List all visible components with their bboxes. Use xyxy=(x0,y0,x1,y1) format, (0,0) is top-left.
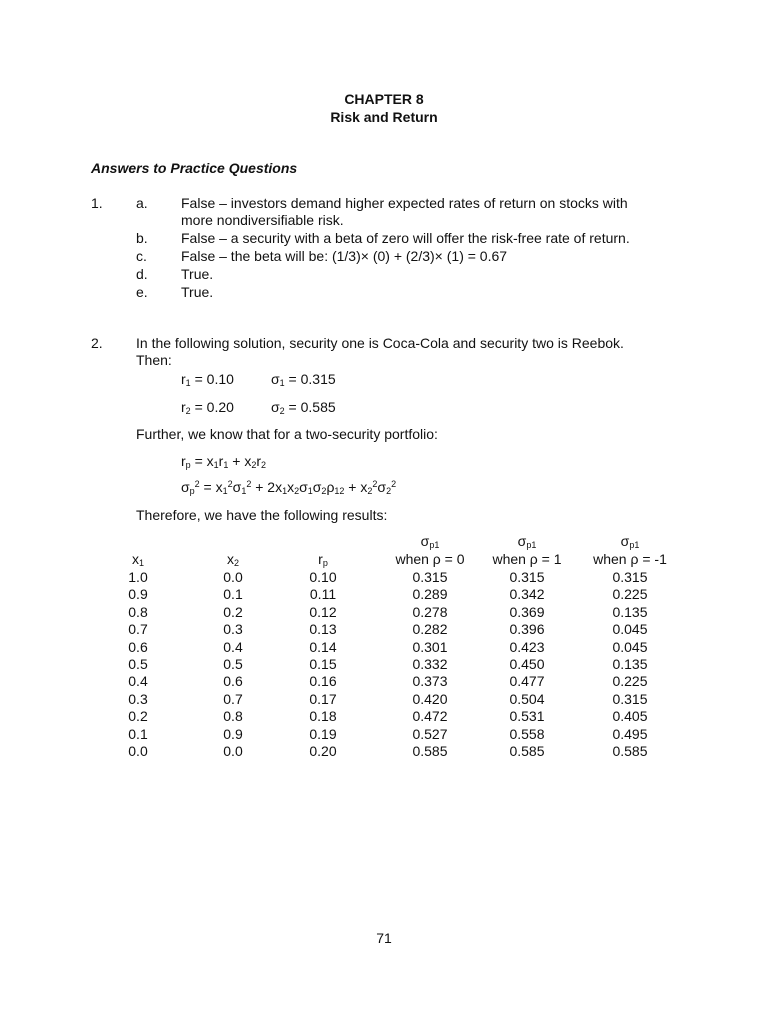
table-cell: 0.4 xyxy=(223,638,243,655)
table-cell: 1.0 xyxy=(128,569,148,585)
table-header-cell: $\sigma_{p1}$ xyxy=(620,533,640,550)
table-cell: 0.13 xyxy=(309,621,337,638)
table-cell: 0.282 xyxy=(412,621,448,638)
table-cell: 0.3 xyxy=(128,690,148,707)
table-cell: 0.19 xyxy=(309,725,337,742)
table-cell: 0.531 xyxy=(509,708,545,725)
sigma2-equation: $\sigma_2 = 0.585$ xyxy=(271,399,336,416)
table-header-cell: when ρ = 1 xyxy=(492,551,562,567)
table-cell: 0.585 xyxy=(612,743,648,759)
table-header-cell: when ρ = 0 xyxy=(395,551,465,567)
table-cell: 0.527 xyxy=(412,725,448,742)
table-cell: 0.8 xyxy=(223,708,243,725)
table-cell: 0.045 xyxy=(612,621,648,638)
table-cell: 0.472 xyxy=(412,708,448,725)
table-cell: 0.315 xyxy=(412,569,448,585)
table-cell: 0.558 xyxy=(509,725,545,742)
table-cell: 0.585 xyxy=(412,743,448,759)
table-cell: 0.15 xyxy=(309,656,337,672)
table-cell: 0.405 xyxy=(612,708,648,725)
table-cell: 0.5 xyxy=(223,656,243,672)
table-cell: 0.135 xyxy=(612,656,648,672)
table-cell: 0.315 xyxy=(509,569,545,585)
sigma1-equation: $\sigma_1 = 0.315$ xyxy=(271,371,336,388)
table-header-cell: when ρ = -1 xyxy=(593,551,667,567)
item-letter: a. xyxy=(136,195,148,211)
table-cell: 0.396 xyxy=(509,621,545,638)
table-cell: 0.8 xyxy=(128,603,148,620)
page-number: 71 xyxy=(376,930,392,946)
table-cell: 0.9 xyxy=(223,725,243,742)
table-cell: 0.1 xyxy=(223,586,243,603)
r1-equation: $r_1 = 0.10$ xyxy=(181,371,234,388)
table-cell: 0.495 xyxy=(612,725,648,742)
portfolio-return-formula: $r_p = x_1r_1 + x_2r_2$ xyxy=(181,453,267,470)
item-text: True. xyxy=(181,284,214,300)
table-cell: 0.373 xyxy=(412,673,448,690)
table-cell: 0.369 xyxy=(509,603,545,620)
table-cell: 0.342 xyxy=(509,586,545,603)
table-cell: 0.315 xyxy=(612,569,648,585)
table-cell: 0.225 xyxy=(612,673,648,690)
table-cell: 0.2 xyxy=(223,603,243,620)
item-text: True. xyxy=(181,266,214,282)
table-cell: 0.332 xyxy=(412,656,448,672)
table-header-cell: $\sigma_{p1}$ xyxy=(420,533,440,550)
item-text: False – the beta will be: (1/3)× (0) + (2/3)× (1) = 0.67 xyxy=(181,248,508,264)
table-cell: 0.6 xyxy=(128,638,148,655)
table-cell: 0.420 xyxy=(412,690,448,707)
table-cell: 0.2 xyxy=(128,708,148,725)
table-header-cell: $x_2$ xyxy=(226,551,239,568)
chapter-heading: CHAPTER 8 xyxy=(344,91,424,107)
table-cell: 0.6 xyxy=(223,673,243,690)
intro-text: In the following solution, security one is Coca-Cola and security two is Reebok. xyxy=(136,335,624,351)
table-cell: 0.0 xyxy=(223,569,243,585)
item-letter: e. xyxy=(136,284,148,300)
table-cell: 0.315 xyxy=(612,690,648,707)
table-header-cell: $r_p$ xyxy=(318,551,328,568)
table-cell: 0.504 xyxy=(509,690,545,707)
table-cell: 0.301 xyxy=(412,638,448,655)
table-cell: 0.4 xyxy=(128,673,148,690)
item-text: more nondiversifiable risk. xyxy=(181,212,344,228)
item-text: False – investors demand higher expected rates of return on stocks with xyxy=(181,195,628,211)
table-cell: 0.12 xyxy=(309,603,337,620)
therefore-text: Therefore, we have the following results: xyxy=(136,507,388,523)
table-cell: 0.045 xyxy=(612,638,648,655)
table-cell: 0.16 xyxy=(309,673,337,690)
further-text: Further, we know that for a two-security portfolio: xyxy=(136,426,438,442)
table-cell: 0.278 xyxy=(412,603,448,620)
chapter-title: Risk and Return xyxy=(330,109,438,125)
table-cell: 0.7 xyxy=(128,621,148,638)
table-cell: 0.585 xyxy=(509,743,545,759)
table-cell: 0.423 xyxy=(509,638,545,655)
table-cell: 0.289 xyxy=(412,586,448,603)
table-cell: 0.0 xyxy=(223,743,243,759)
table-cell: 0.20 xyxy=(309,743,337,759)
table-cell: 0.3 xyxy=(223,621,243,638)
table-cell: 0.9 xyxy=(128,586,148,603)
table-cell: 0.0 xyxy=(128,743,148,759)
table-cell: 0.17 xyxy=(309,690,337,707)
table-cell: 0.11 xyxy=(309,586,337,603)
table-cell: 0.7 xyxy=(223,690,243,707)
r2-equation: $r_2 = 0.20$ xyxy=(181,399,234,416)
table-cell: 0.10 xyxy=(309,569,337,585)
question-number: 1. xyxy=(91,195,103,211)
question-number: 2. xyxy=(91,335,103,351)
item-letter: b. xyxy=(136,230,148,246)
item-letter: c. xyxy=(136,248,147,264)
intro-text: Then: xyxy=(136,352,172,368)
table-cell: 0.14 xyxy=(309,638,337,655)
table-cell: 0.477 xyxy=(509,673,545,690)
table-cell: 0.18 xyxy=(309,708,337,725)
table-header-cell: $x_1$ xyxy=(131,551,144,568)
table-cell: 0.225 xyxy=(612,586,648,603)
item-letter: d. xyxy=(136,266,148,282)
table-header-cell: $\sigma_{p1}$ xyxy=(517,533,537,550)
section-title: Answers to Practice Questions xyxy=(91,160,298,176)
table-cell: 0.5 xyxy=(128,656,148,672)
item-text: False – a security with a beta of zero will offer the risk-free rate of return. xyxy=(181,230,630,246)
table-cell: 0.1 xyxy=(128,725,148,742)
table-cell: 0.450 xyxy=(509,656,545,672)
table-cell: 0.135 xyxy=(612,603,648,620)
portfolio-variance-formula: $\sigma_p^2 = x_1^2\sigma_1^2 + 2x_1x_2\sigma_1\sigma_2\rho_{12} + x_2^2\sigma_2^2$ xyxy=(181,479,397,496)
